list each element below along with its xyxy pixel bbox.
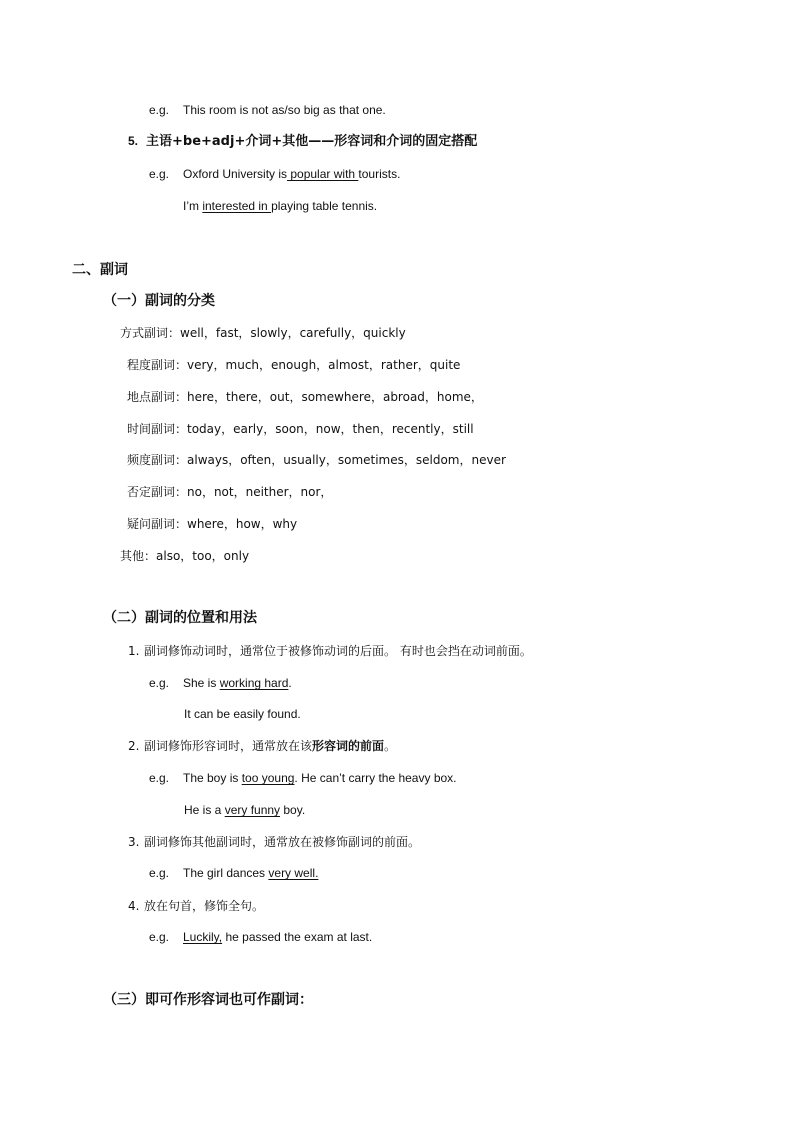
- example-text: . He can’t carry the heavy box.: [294, 771, 457, 785]
- eg-label: e.g.: [149, 167, 170, 181]
- eg-label: e.g.: [149, 866, 170, 880]
- class-line: 方式副词：well，fast，slowly，carefully，quickly: [120, 326, 406, 340]
- class-line: 疑问副词：where，how，why: [127, 517, 298, 531]
- underlined-phrase: Luckily,: [183, 930, 223, 944]
- example-text: This room is not as/so big as that one.: [183, 103, 386, 117]
- example-text: Oxford University is: [183, 167, 288, 181]
- class-line: 否定副词：no，not，neither，nor，: [127, 485, 333, 499]
- example-line: [149, 102, 386, 118]
- underlined-phrase: interested in: [202, 199, 272, 213]
- example-line: It can be easily found.: [184, 707, 301, 721]
- example-text: boy.: [280, 803, 306, 817]
- example-line: [149, 166, 400, 182]
- rule-2: [128, 738, 396, 754]
- item-5-heading: 主语+be+adj+介词+其他——形容词和介词的固定搭配: [146, 134, 478, 149]
- rule-text: 副词修饰动词时，通常位于被修饰动词的后面。 有时也会挡在动词前面。: [144, 644, 532, 658]
- rule-number: 3.: [128, 835, 140, 849]
- subsection-title: （二）副词的位置和用法: [103, 610, 257, 626]
- example-text: The boy is: [183, 771, 242, 785]
- rule-text: 放在句首，修饰全句。: [144, 899, 265, 913]
- eg-label: e.g.: [149, 103, 170, 117]
- example-line: [149, 929, 372, 945]
- underlined-phrase: too young: [241, 771, 295, 785]
- example-text: tourists.: [358, 167, 401, 181]
- rule-text: 副词修饰形容词时，通常放在该: [144, 739, 313, 753]
- class-line: 时间副词：today，early，soon，now，then，recently，still: [127, 422, 474, 436]
- rule-text: 。: [384, 739, 397, 753]
- class-line: 其他：also，too，only: [120, 549, 250, 563]
- section-title: 二、副词: [72, 262, 128, 278]
- example-text: he passed the exam at last.: [222, 930, 373, 944]
- underlined-phrase: working hard: [219, 676, 289, 690]
- underlined-phrase: popular with: [287, 167, 359, 181]
- rule-number: 4.: [128, 899, 140, 913]
- subsection-title: （三）即可作形容词也可作副词：: [103, 992, 313, 1008]
- example-text: She is: [183, 676, 220, 690]
- eg-label: e.g.: [149, 676, 170, 690]
- class-line: 程度副词：very，much，enough，almost，rather，quite: [127, 358, 461, 372]
- rule-text-bold: 形容词的前面: [312, 739, 385, 753]
- item-5: [128, 133, 477, 150]
- example-text: He is a: [184, 803, 225, 817]
- eg-label: e.g.: [149, 930, 170, 944]
- item-number: 5.: [128, 134, 139, 148]
- example-text: The girl dances: [183, 866, 269, 880]
- example-line: [149, 675, 292, 691]
- example-text: I’m: [183, 199, 203, 213]
- example-line: [149, 865, 318, 881]
- subsection-title: （一）副词的分类: [103, 293, 215, 309]
- eg-label: e.g.: [149, 771, 170, 785]
- underlined-phrase: very funny: [224, 803, 281, 817]
- example-line: [149, 770, 457, 786]
- example-line: [183, 198, 377, 214]
- rule-number: 1.: [128, 644, 140, 658]
- example-line: [184, 802, 305, 818]
- underlined-phrase: very well.: [268, 866, 319, 880]
- class-line: 地点副词：here，there，out，somewhere，abroad，home，: [127, 390, 483, 404]
- example-text: .: [288, 676, 292, 690]
- rule-1: [128, 643, 532, 659]
- class-line: 频度副词：always，often，usually，sometimes，seldom，never: [127, 453, 506, 467]
- rule-number: 2.: [128, 739, 140, 753]
- example-text: playing table tennis.: [271, 199, 378, 213]
- rule-text: 副词修饰其他副词时，通常放在被修饰副词的前面。: [144, 835, 421, 849]
- rule-4: [128, 898, 264, 914]
- rule-3: [128, 834, 420, 850]
